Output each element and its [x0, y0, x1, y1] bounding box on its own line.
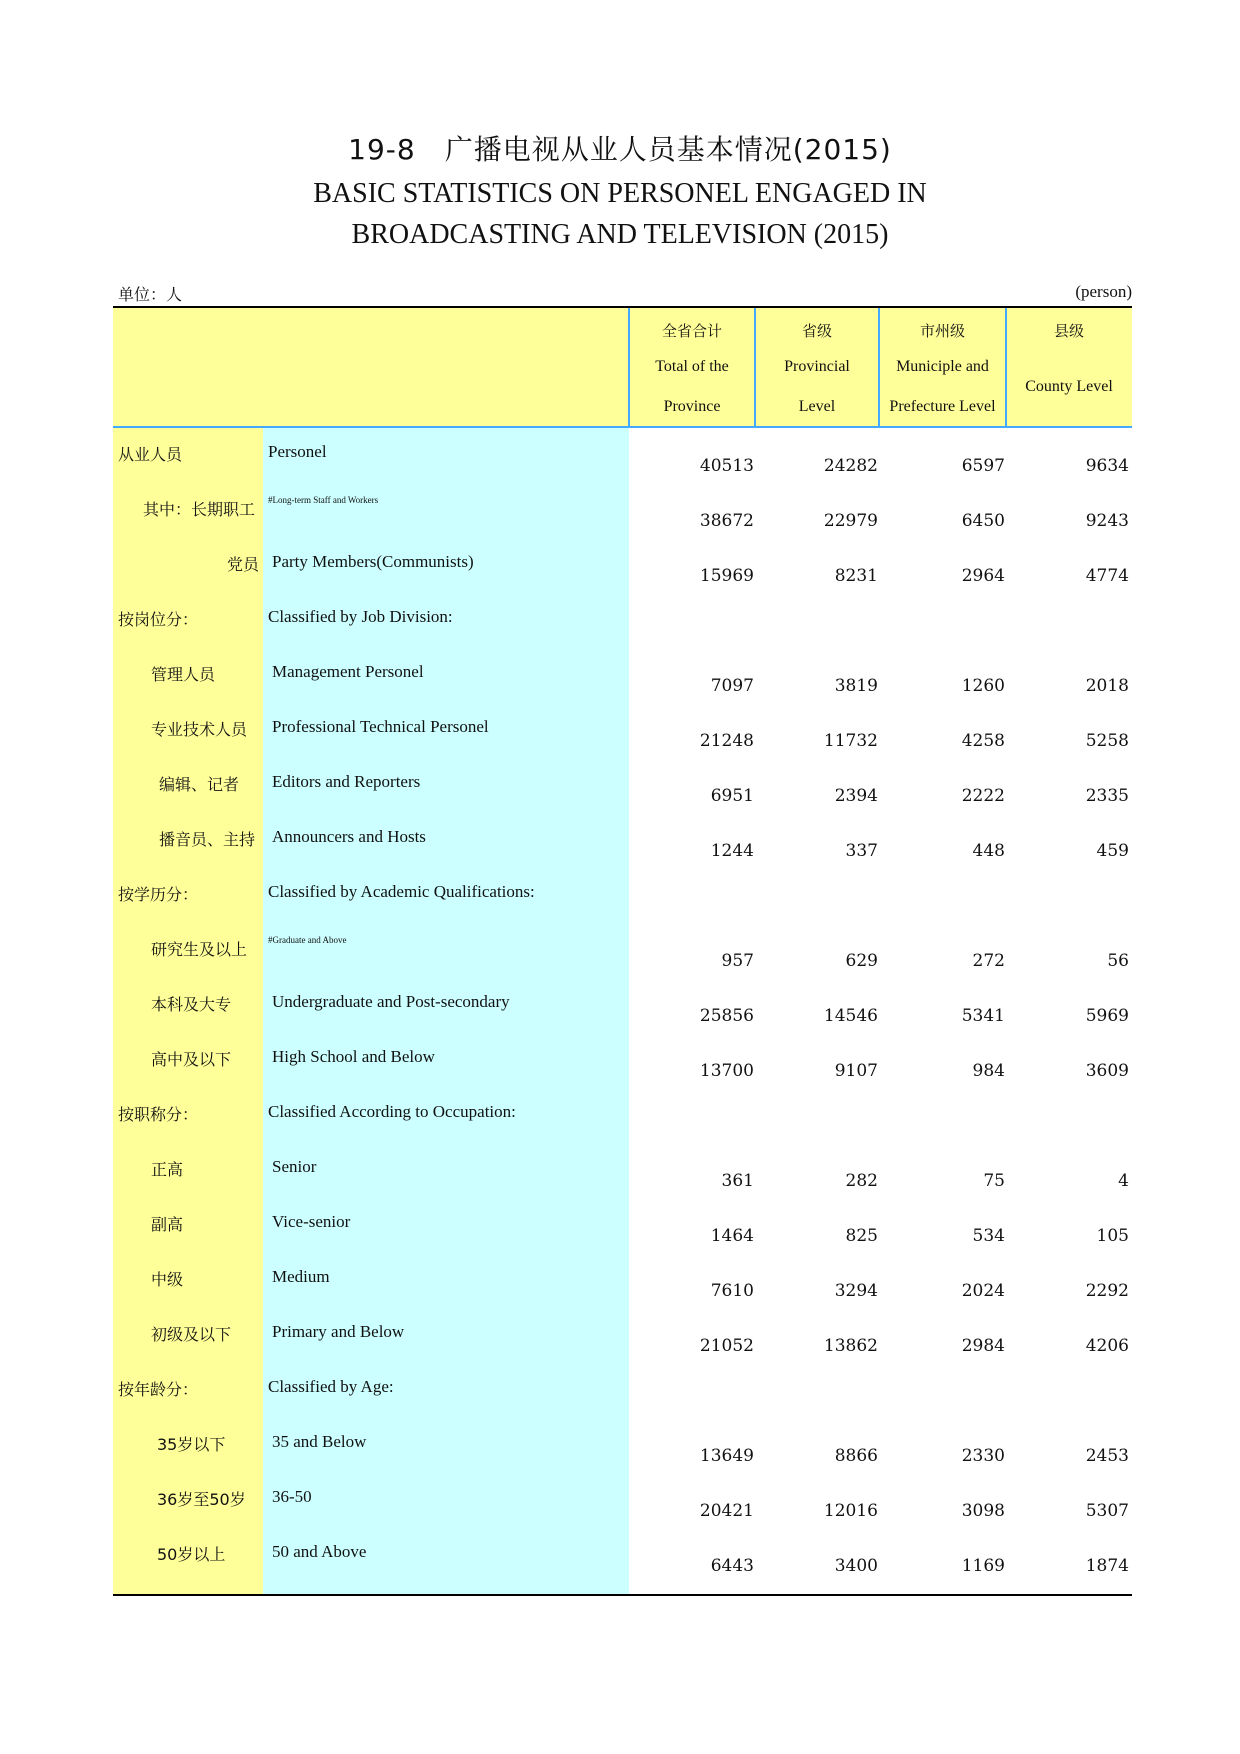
column-header-municipal-cn: 市州级 — [919, 322, 965, 340]
cell-municipal-level: 984 — [972, 1061, 1005, 1081]
page-title-en-line1: BASIC STATISTICS ON PERSONEL ENGAGED IN — [313, 178, 927, 209]
table-row — [113, 428, 1132, 483]
cell-provincial-level: 12016 — [823, 1501, 878, 1521]
row-label-cn: 党员 — [227, 555, 260, 574]
row-label-en: 35 and Below — [272, 1432, 367, 1451]
row-label-en: Classified by Academic Qualifications: — [268, 882, 535, 901]
table-row — [113, 1528, 1132, 1583]
cell-provincial-level: 14546 — [823, 1006, 878, 1026]
column-header-county-cn: 县级 — [1053, 322, 1084, 340]
cell-province-total: 1244 — [710, 841, 754, 861]
cell-province-total: 38672 — [699, 511, 754, 531]
cell-provincial-level: 3819 — [834, 676, 878, 696]
cell-provincial-level: 2394 — [834, 786, 878, 806]
table-row — [113, 1143, 1132, 1198]
table-row — [113, 703, 1132, 758]
cell-province-total: 957 — [721, 951, 754, 971]
cell-province-total: 7097 — [710, 676, 754, 696]
cell-provincial-level: 825 — [845, 1226, 878, 1246]
cell-provincial-level: 22979 — [823, 511, 878, 531]
table-row — [113, 1418, 1132, 1473]
cell-provincial-level: 24282 — [823, 456, 878, 476]
column-header-county — [1006, 308, 1132, 428]
row-label-en: Classified According to Occupation: — [268, 1102, 516, 1121]
row-label-cn: 50岁以上 — [157, 1545, 226, 1564]
row-label-cn: 从业人员 — [118, 445, 183, 464]
column-header-provincial-en2: Level — [798, 398, 836, 415]
cell-municipal-level: 1169 — [961, 1556, 1005, 1576]
cell-provincial-level: 8866 — [834, 1446, 878, 1466]
cell-county-level: 9243 — [1085, 511, 1129, 531]
page-title-cn: 19-8 广播电视从业人员基本情况(2015) — [348, 133, 892, 166]
row-label-cn: 按学历分： — [118, 885, 199, 904]
cell-municipal-level: 1260 — [961, 676, 1005, 696]
table-row — [113, 1033, 1132, 1088]
row-label-en: Classified by Job Division: — [268, 607, 453, 626]
row-label-cn: 高中及以下 — [151, 1050, 232, 1069]
cell-province-total: 20421 — [699, 1501, 754, 1521]
cell-province-total: 361 — [721, 1171, 754, 1191]
column-header-municipal-en1: Municiple and — [896, 358, 989, 375]
column-header-municipal-en2: Prefecture Level — [889, 398, 996, 415]
cell-municipal-level: 6597 — [961, 456, 1005, 476]
cell-municipal-level: 2024 — [961, 1281, 1005, 1301]
cell-county-level: 3609 — [1085, 1061, 1129, 1081]
cell-provincial-level: 629 — [845, 951, 878, 971]
cell-province-total: 6951 — [710, 786, 754, 806]
cell-province-total: 13649 — [699, 1446, 754, 1466]
cell-county-level: 2018 — [1085, 676, 1129, 696]
row-label-cn: 正高 — [151, 1160, 184, 1179]
cell-municipal-level: 5341 — [961, 1006, 1005, 1026]
row-label-cn: 研究生及以上 — [151, 940, 248, 959]
cell-county-level: 5258 — [1085, 731, 1129, 751]
cell-municipal-level: 2984 — [961, 1336, 1005, 1356]
cell-municipal-level: 534 — [972, 1226, 1005, 1246]
table-body — [113, 428, 1132, 1594]
header-divider — [1005, 308, 1007, 428]
row-label-cn: 编辑、记者 — [159, 775, 240, 794]
row-label-cn: 管理人员 — [151, 665, 216, 684]
row-label-en: Editors and Reporters — [272, 772, 421, 791]
cell-province-total: 40513 — [699, 456, 754, 476]
table-row — [113, 978, 1132, 1033]
row-label-en: #Long-term Staff and Workers — [268, 495, 379, 505]
table-header — [113, 308, 1132, 428]
row-label-en: Announcers and Hosts — [272, 827, 426, 846]
row-label-cn: 按年龄分： — [118, 1380, 199, 1399]
cell-province-total: 6443 — [710, 1556, 754, 1576]
header-divider — [754, 308, 756, 428]
row-label-cn: 副高 — [151, 1215, 184, 1234]
cell-municipal-level: 75 — [983, 1171, 1005, 1191]
table-row — [113, 483, 1132, 538]
table-row — [113, 648, 1132, 703]
cell-province-total: 15969 — [699, 566, 754, 586]
cell-province-total: 1464 — [710, 1226, 754, 1246]
row-label-en: Vice-senior — [272, 1212, 351, 1231]
row-label-en: High School and Below — [272, 1047, 435, 1066]
cell-county-level: 5969 — [1085, 1006, 1129, 1026]
row-label-cn: 中级 — [151, 1270, 184, 1289]
table-row — [113, 868, 1132, 923]
cell-province-total: 21248 — [699, 731, 754, 751]
row-label-cn: 其中：长期职工 — [143, 500, 256, 519]
row-label-en: #Graduate and Above — [268, 935, 347, 945]
table-row — [113, 1308, 1132, 1363]
personnel-table — [113, 306, 1132, 1596]
table-row — [113, 1088, 1132, 1143]
table-row — [113, 758, 1132, 813]
cell-county-level: 2335 — [1085, 786, 1129, 806]
column-header-province — [629, 308, 755, 428]
cell-municipal-level: 6450 — [961, 511, 1005, 531]
cell-provincial-level: 11732 — [823, 731, 878, 751]
row-label-en: Management Personel — [272, 662, 424, 681]
cell-municipal-level: 3098 — [961, 1501, 1005, 1521]
cell-county-level: 9634 — [1085, 456, 1129, 476]
row-label-en: Senior — [272, 1157, 317, 1176]
row-label-en: Classified by Age: — [268, 1377, 394, 1396]
cell-province-total: 7610 — [710, 1281, 754, 1301]
table-row — [113, 538, 1132, 593]
cell-county-level: 1874 — [1085, 1556, 1129, 1576]
cell-municipal-level: 4258 — [961, 731, 1005, 751]
cell-municipal-level: 2330 — [961, 1446, 1005, 1466]
row-label-cn: 按岗位分： — [118, 610, 199, 629]
column-header-provincial-cn: 省级 — [801, 322, 832, 340]
cell-province-total: 25856 — [699, 1006, 754, 1026]
cell-county-level: 105 — [1096, 1226, 1129, 1246]
column-header-province-en2: Province — [663, 398, 721, 415]
cell-county-level: 56 — [1107, 951, 1129, 971]
table-row — [113, 1253, 1132, 1308]
cell-county-level: 4774 — [1085, 566, 1129, 586]
cell-provincial-level: 3400 — [834, 1556, 878, 1576]
unit-label-en: (person) — [1075, 282, 1132, 301]
cell-province-total: 21052 — [699, 1336, 754, 1356]
row-label-en: Primary and Below — [272, 1322, 405, 1341]
table-bottom-rule — [113, 1594, 1132, 1596]
cell-provincial-level: 8231 — [834, 566, 878, 586]
row-label-cn: 专业技术人员 — [151, 720, 248, 739]
page-title-en-line2: BROADCASTING AND TELEVISION (2015) — [351, 219, 889, 250]
row-label-cn: 初级及以下 — [151, 1325, 232, 1344]
row-label-cn: 播音员、主持 — [159, 830, 256, 849]
cell-provincial-level: 337 — [845, 841, 878, 861]
row-label-cn: 本科及大专 — [151, 995, 232, 1014]
cell-provincial-level: 13862 — [823, 1336, 878, 1356]
cell-municipal-level: 2964 — [961, 566, 1005, 586]
header-divider — [628, 308, 630, 428]
table-row — [113, 923, 1132, 978]
cell-municipal-level: 448 — [972, 841, 1005, 861]
row-label-en: 36-50 — [272, 1487, 312, 1506]
row-label-en: Party Members(Communists) — [272, 552, 474, 571]
row-label-cn: 36岁至50岁 — [157, 1490, 246, 1509]
table-row — [113, 813, 1132, 868]
cell-provincial-level: 3294 — [834, 1281, 878, 1301]
table-row — [113, 593, 1132, 648]
cell-county-level: 4 — [1118, 1171, 1129, 1191]
column-header-county-en: County Level — [1025, 378, 1113, 395]
cell-province-total: 13700 — [699, 1061, 754, 1081]
table-row — [113, 1363, 1132, 1418]
column-header-municipal — [879, 308, 1006, 428]
column-header-provincial-en1: Provincial — [784, 358, 850, 375]
column-header-province-cn: 全省合计 — [661, 322, 722, 340]
cell-county-level: 2292 — [1085, 1281, 1129, 1301]
cell-county-level: 459 — [1096, 841, 1129, 861]
header-divider — [878, 308, 880, 428]
cell-county-level: 2453 — [1085, 1446, 1129, 1466]
table-row — [113, 1198, 1132, 1253]
cell-county-level: 5307 — [1085, 1501, 1129, 1521]
unit-label-cn: 单位：人 — [118, 285, 183, 304]
row-label-en: Medium — [272, 1267, 330, 1286]
row-label-cn: 35岁以下 — [157, 1435, 226, 1454]
row-label-en: Professional Technical Personel — [272, 717, 489, 736]
cell-municipal-level: 2222 — [961, 786, 1005, 806]
cell-provincial-level: 9107 — [834, 1061, 878, 1081]
row-label-cn: 按职称分： — [118, 1105, 199, 1124]
table-row — [113, 1473, 1132, 1528]
row-label-en: Undergraduate and Post-secondary — [272, 992, 510, 1011]
row-label-en: Personel — [268, 442, 327, 461]
cell-municipal-level: 272 — [972, 951, 1005, 971]
cell-provincial-level: 282 — [845, 1171, 878, 1191]
row-label-en: 50 and Above — [272, 1542, 367, 1561]
column-header-province-en1: Total of the — [655, 358, 729, 375]
column-header-provincial — [755, 308, 879, 428]
cell-county-level: 4206 — [1085, 1336, 1129, 1356]
